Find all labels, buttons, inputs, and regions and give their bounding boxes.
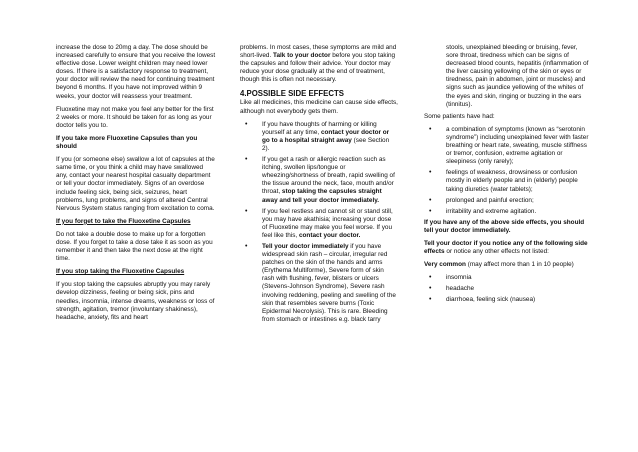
dosage-paragraph: increase the dose to 20mg a day. The dose should be increased carefully to ensure that you receive the lowest effective dose. Lower weight children may need lower doses. If there is a satisfactory response to treatment, your doctor will review the need for continuing treatment beyond 6 months. If you have not improved within 9 weeks, your doctor will reassess your treatment. [56,44,216,100]
list-item: • insomnia [424,274,590,282]
continued-paragraph: stools, unexplained bleeding or bruising, fever, sore throat, tiredness which can be signs of decreased blood counts, hepatitis (inflammation of the liver causing yellowing of the skin or eyes or tiredness, pain in abdomen, joint or muscles) and signs such as jaundice yellowing of the whites of the eyes and skin, ringing or buzzing in the ears (tinnitus). [446,44,589,108]
list-item-text: If you feel restless and cannot sit or stand still, you may have akathisia; increasing your dose of Fluoxetine may make you feel worse. If you feel like this, [262,207,393,239]
list-item-text: If you have thoughts of harming or killing yourself at any time, [262,120,377,136]
list-item: • diarrhoea, feeling sick (nausea) [424,296,590,304]
serious-effects-list [240,121,398,324]
stop-taking-heading: If you stop taking the Fluoxetine Capsules [56,268,185,276]
list-item: • a combination of symptoms (known as “serotonin syndrome”) including unexplained fever with faster breathing or heart rate, sweating, muscle stiffness or tremor, confusion, extreme agitation or sleepiness (only rarely); [424,126,590,166]
list-item-bold: Tell your doctor immediately [262,242,349,250]
list-item-text: (see Section 2). [262,136,390,152]
list-item [240,156,398,205]
list-item: • headache [424,285,590,293]
tell-doctor-immediately-heading: If you have any of the above side effects, you should tell your doctor immediately. [424,218,585,234]
side-effects-intro: Like all medicines, this medicine can cause side effects, although not everybody gets them. [240,99,398,115]
list-item-bold: contact your doctor or go to a hospital straight away [262,128,390,144]
duration-paragraph: Fluoxetine may not make you feel any better for the first 2 weeks or more. It should be taken for as long as your doctor tells you to. [56,105,214,129]
stop-advice-rest: before you stop taking the capsules and follow their advice. Your doctor may reduce your dose gradually at the end of treatment, though this is often not necessary. [240,52,396,84]
forgot-dose-paragraph: Do not take a double dose to make up for a forgotten dose. If you forget to take a dose take it as soon as you remember it and then take the next dose at the right time. [56,230,213,263]
column-3 [424,44,590,308]
patients-had-list [424,126,590,216]
stop-advice-paragraph [240,44,398,84]
very-common-text: (may affect more than 1 in 10 people) [465,261,574,269]
overdose-paragraph: If you (or someone else) swallow a lot of capsules at the same time, or you think a child may have swallowed any, contact your nearest hospital casualty department or tell your doctor immediately. Signs of an overdose include feeling sick, being sick, seizures, heart problems, lung problems, and signs of altered Central Nervous System status ranging from excitation to coma. [56,156,215,212]
column-2 [240,44,398,327]
list-item: • feelings of weakness, drowsiness or confusion mostly in elderly people and in (elderly) people taking diuretics (water tablets); [424,169,590,193]
overdose-heading: If you take more Fluoxetine Capsules than you should [56,134,198,151]
forgot-dose-heading: If you forget to take the Fluoxetine Capsules [56,217,191,225]
list-item [240,243,398,324]
notice-effects-bold: Tell your doctor if you notice any of the following side effects [424,239,588,256]
stop-advice-bold: Talk to your doctor [273,52,331,60]
list-item [240,208,398,240]
list-item-bold: stop taking the capsules straight away and tell your doctor immediately. [262,188,382,204]
very-common-list [424,274,590,304]
notice-effects-paragraph [424,240,590,256]
column-1 [56,44,216,327]
list-item [240,121,398,153]
list-item: • prolonged and painful erection; [424,197,590,205]
very-common-paragraph [424,261,590,269]
stop-taking-paragraph: If you stop taking the capsules abruptly you may rarely develop dizziness, feeling or being sick, pins and needles, insomnia, intense dreams, weakness or loss of strength, agitation, tremor (involuntary shakiness), headache, anxiety, fits and heart [56,281,215,321]
some-patients-label: Some patients have had: [424,112,495,120]
list-item: • irritability and extreme agitation. [424,208,590,216]
very-common-label: Very common [424,261,466,269]
notice-effects-text: or notice any other effects not listed: [444,248,549,256]
list-item-text: if you have widespread skin rash – circular, irregular red patches on the skin of the hands and arms (Erythema Multiforme), Severe form of skin rash with flushing, fever, blisters or ulcers (Stevens-Johnson Syndrome), Severe rash involving reddening, peeling and swelling of the skin that resembles severe burns (Toxic Epidermal Necrolysis). This is rare. Bleeding from stomach or intestines e.g. black tarry [262,242,396,323]
stop-advice-text: problems. In most cases, these symptoms are mild and short-lived. [240,44,397,60]
list-item-bold: contact your doctor. [298,231,361,239]
list-item-text: If you get a rash or allergic reaction such as itching, swollen lips/tongue or wheezing/shortness of breath, rapid swelling of the tissue around the neck, face, mouth and/or throat, [262,156,395,196]
side-effects-heading: 4.POSSIBLE SIDE EFFECTS [240,89,344,99]
